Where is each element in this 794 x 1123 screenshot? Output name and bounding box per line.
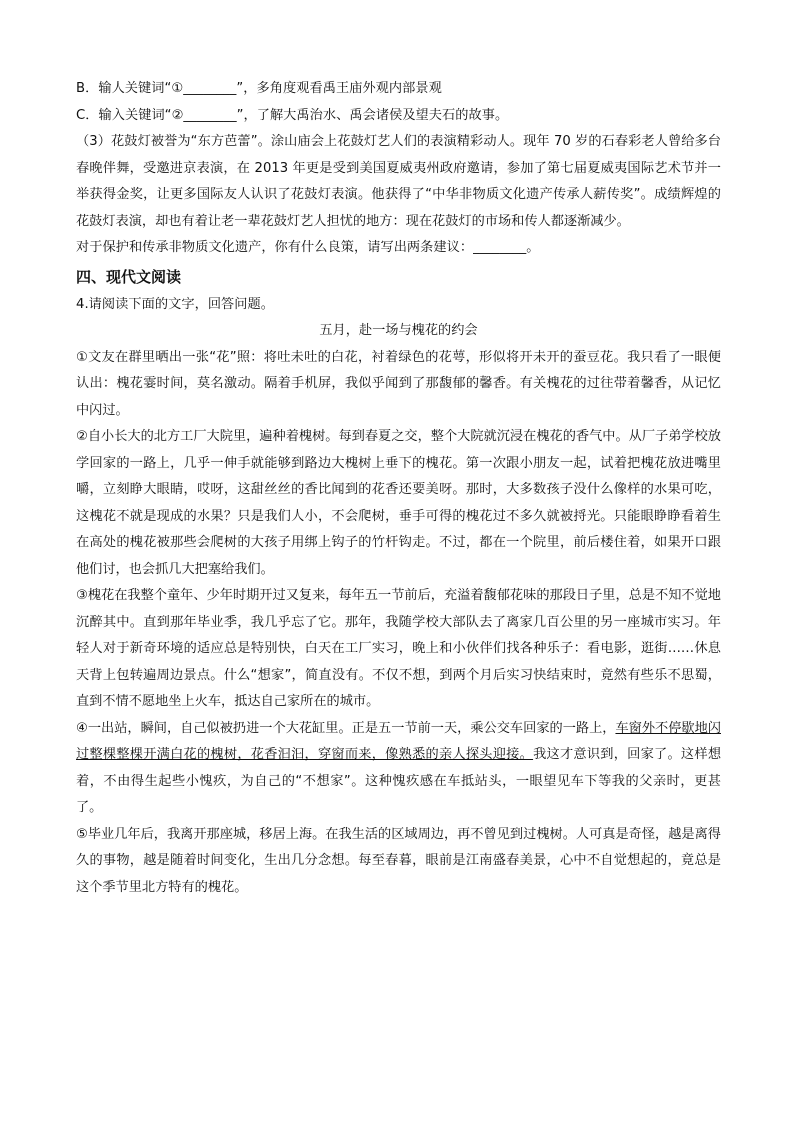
article-title: 五月，赴一场与槐花的约会 — [319, 323, 478, 338]
question-4-instruction: 4.请阅读下面的文字，回答问题。 — [76, 296, 275, 312]
question-3-prompt-text: 对于保护和传承非物质文化遗产，你有什么良策，请写出两条建议： — [76, 240, 474, 255]
article-paragraph-1: ①文友在群里晒出一张“花”照：将吐未吐的白花，衬着绿色的花萼，形似将开未开的蚕豆花。我只看了一眼便认出：槐花霎时间，莫名激动。隔着手机屏，我似乎闻到了那馥郁的馨香。有关槐花的过往带着馨香，从记忆中闪过。 — [76, 349, 721, 418]
article-paragraph-2: ②自小长大的北方工厂大院里，遍种着槐树。每到春夏之交，整个大院就沉浸在槐花的香气中。从厂子弟学校放学回家的一路上，几乎一伸手就能够到路边大槐树上垂下的槐花。第一次跟小朋友一起，试着把槐花放进嘴里嚼，立刻睁大眼睛，哎呀，这甜丝丝的香比闻到的花香还要美呀。那时，大多数孩子没什么像样的水果可吃，这槐花不就是现成的水果？只是我们人小，不会爬树，垂手可得的槐花过不多久就被捋光。只能眼睁睁看着生在高处的槐花被那些会爬树的大孩子用绑上钩子的竹杆钩走。不过，都在一个院里，前后楼住着，如果开口跟他们讨，也会抓几大把塞给我们。 — [76, 429, 721, 577]
article-paragraph-5: ⑤毕业几年后，我离开那座城，移居上海。在我生活的区域周边，再不曾见到过槐树。人可真是奇怪，越是离得久的事物，越是随着时间变化，生出几分念想。每至春暮，眼前是江南盛春美景，心中不自觉想起的，竟总是这个季节里北方特有的槐花。 — [76, 826, 721, 895]
section-heading: 四、现代文阅读 — [76, 267, 182, 286]
question-3-text: （3）花鼓灯被誉为“东方芭蕾”。涂山庙会上花鼓灯艺人们的表演精彩动人。现年 70 岁的石春彩老人曾给多台春晚伴舞，受邀进京表演，在 2013 年更是受到美国夏威夷州政府邀请，参加了第七届夏威夷国际艺术节并一举获得金奖，让更多国际友人认识了花鼓灯表演。他获得了“中华非物质文化遗产传承人薪传奖”。成绩辉煌的花鼓灯表演，却也有着让老一辈花鼓灯艺人担忧的地方：现在花鼓灯的市场和传人都逐渐减少。 — [76, 134, 721, 229]
question-3-prompt — [76, 235, 721, 262]
paragraph-4-start: ④一出站，瞬间，自己似被扔进一个大花缸里。正是五一节前一天，乘公交车回家的一路上， — [76, 720, 616, 736]
answer-blank: ________。 — [473, 240, 540, 255]
article-paragraph-3: ③槐花在我整个童年、少年时期开过又复来，每年五一节前后，充溢着馥郁花味的那段日子里，总是不知不觉地沉醉其中。直到那年毕业季，我几乎忘了它。那年，我随学校大部队去了离家几百公里的另一座城市实习。年轻人对于新奇环境的适应总是特别快，白天在工厂实习，晚上和小伙伴们找各种乐子：看电影，逛街……休息天背上包转遍周边景点。什么“想家”，简直没有。不仅不想，到两个月后实习快结束时，竟然有些乐不思蜀，直到不情不愿地坐上火车，抵达自己家所在的城市。 — [76, 588, 721, 709]
option-c: C．输入关键词“②________”，了解大禹治水、禹会诸侯及望夫石的故事。 — [76, 107, 509, 123]
paragraph-4-end: 我这才意识到，回家了。这样想着，不由得生起些小愧疚，为自己的“不想家”。这种愧疚感在车抵站头，一眼望见车下等我的父亲时，更甚了。 — [76, 747, 722, 815]
option-b: B．输人关键词“①________”，多角度观看禹王庙外观内部景观 — [76, 81, 442, 96]
underlined-sentence: 车窗外不停歇地闪过整棵整棵开满白花的槐树，花香汩汩，穿窗而来，像熟悉的亲人探头迎接。 — [76, 720, 721, 762]
article-paragraph-4 — [76, 716, 721, 822]
document-page — [76, 76, 721, 901]
